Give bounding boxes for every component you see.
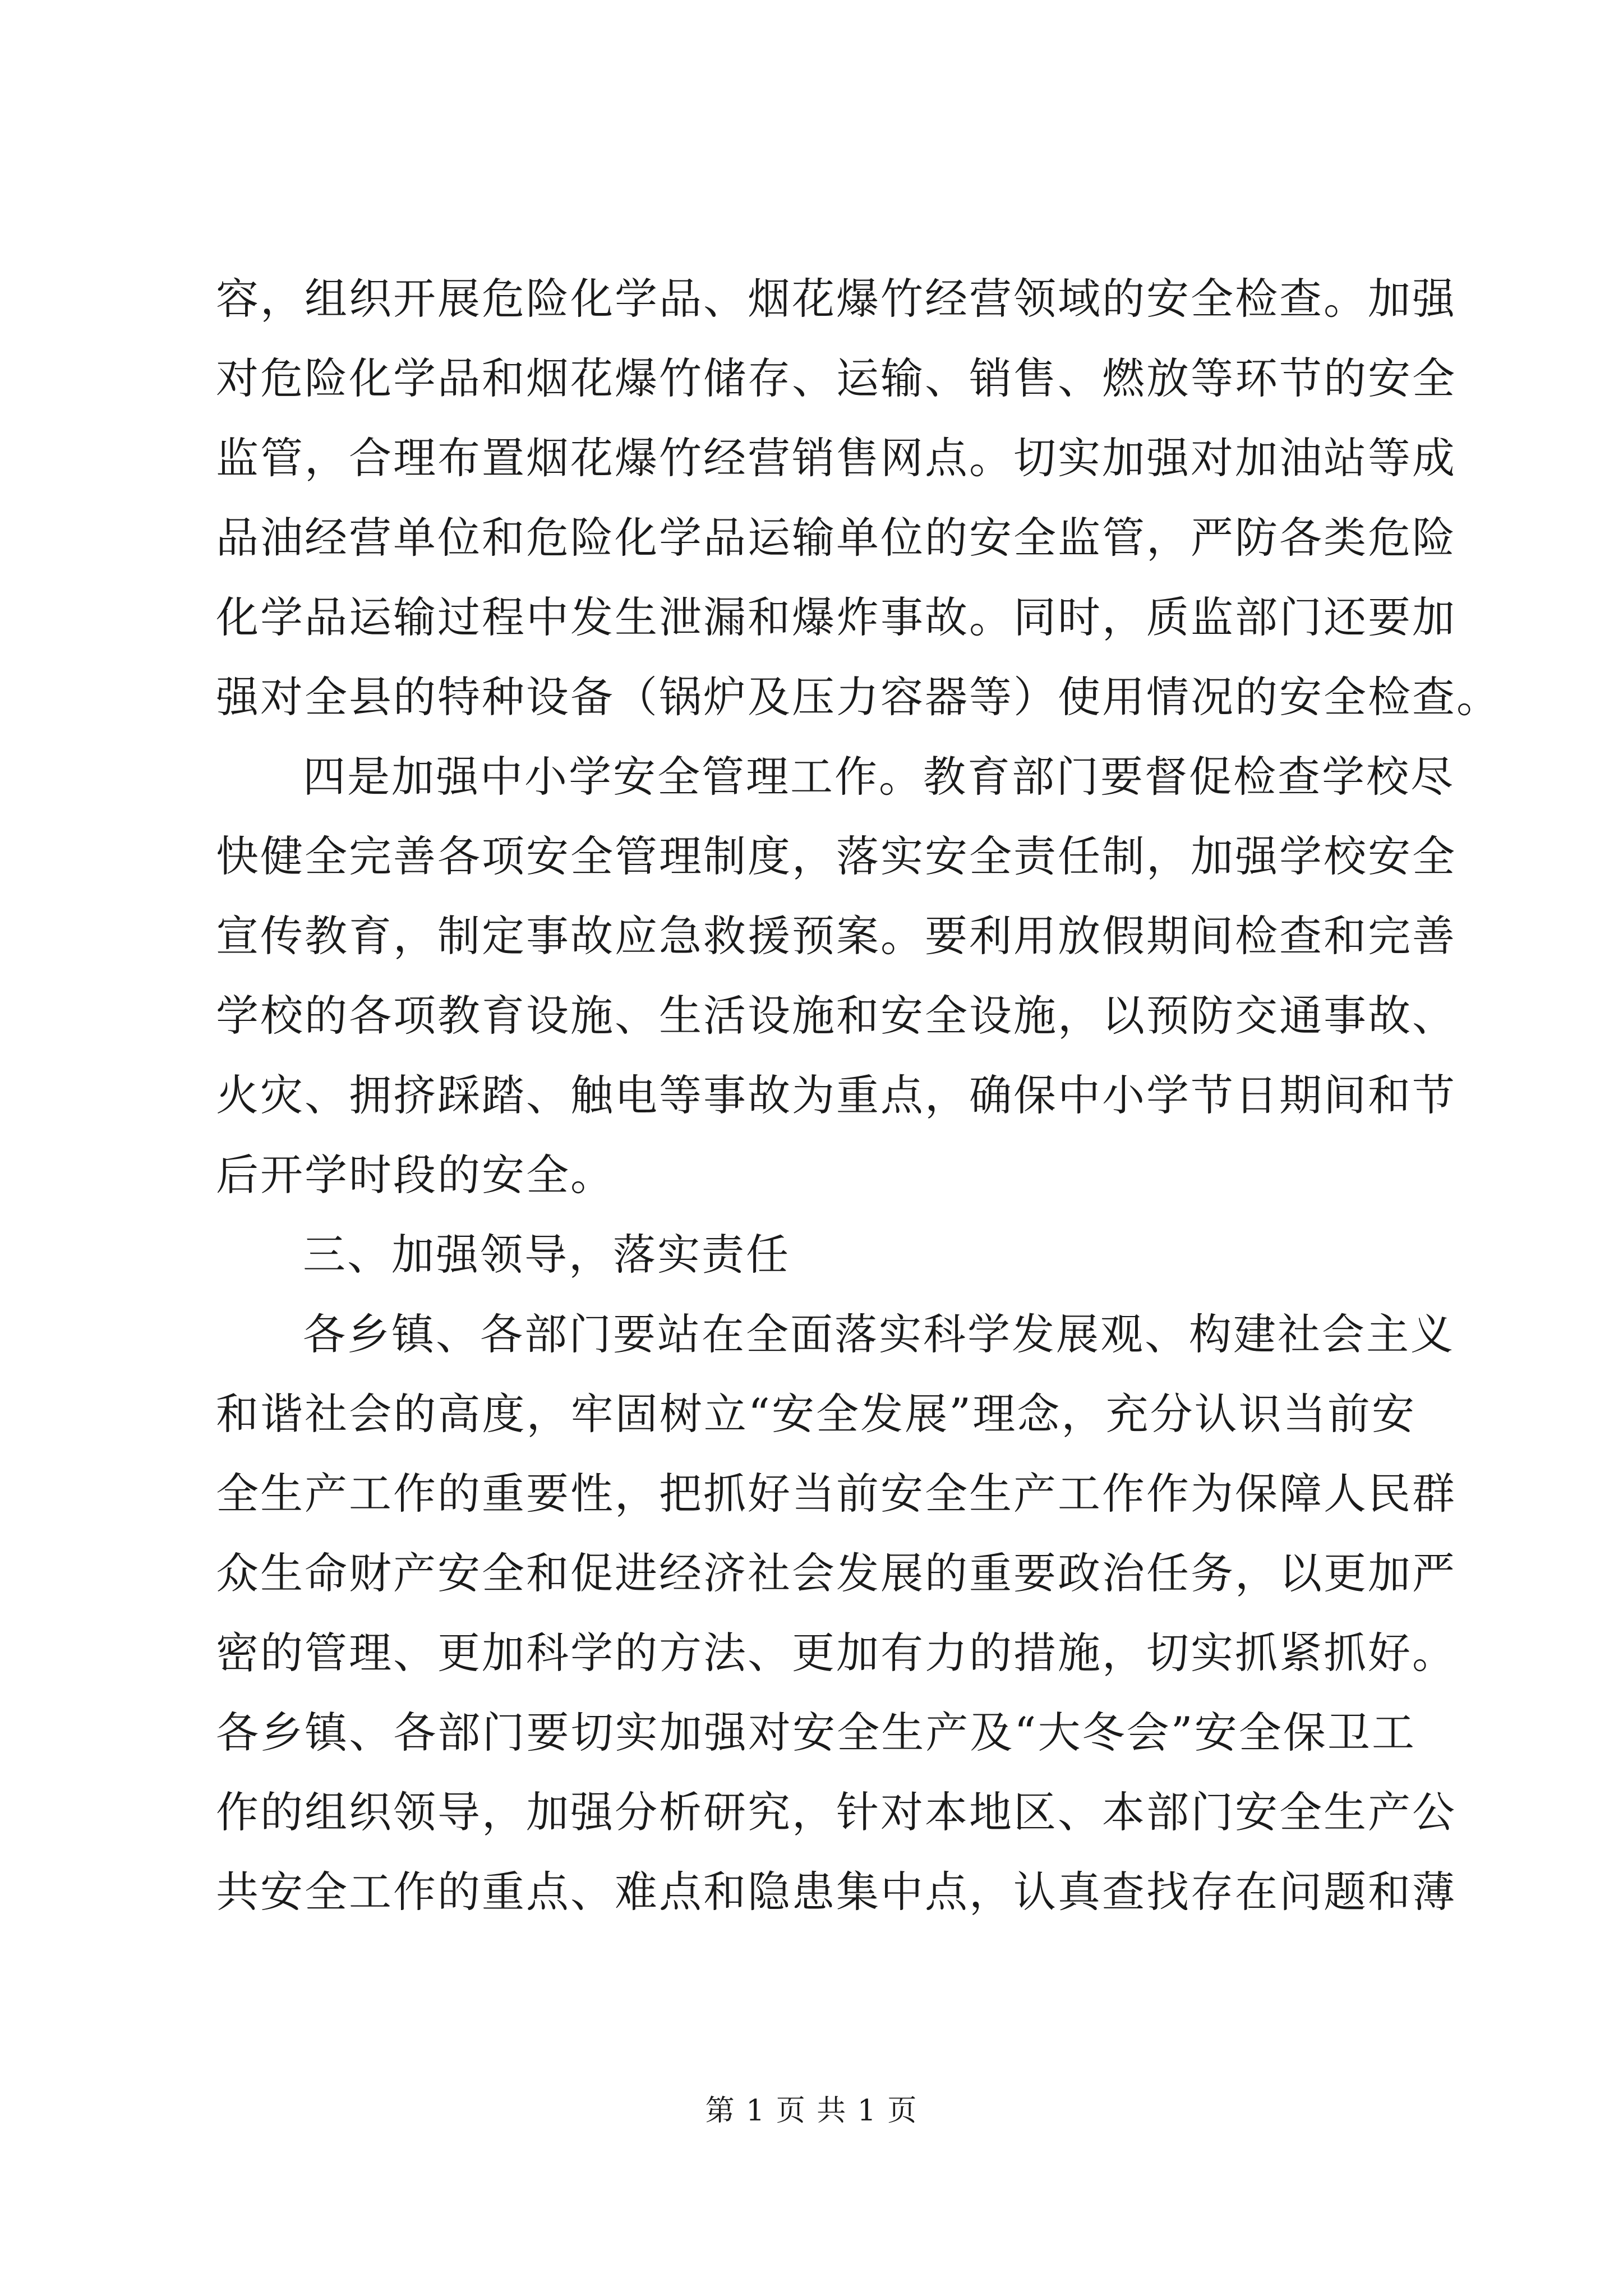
- section-heading: 三、加强领导，落实责任: [303, 1230, 790, 1280]
- text-line: 宣传教育，制定事故应急救援预案。要利用放假期间检查和完善: [216, 911, 1456, 961]
- text-line: 和谐社会的高度，牢固树立“安全发展”理念，充分认识当前安: [216, 1389, 1416, 1439]
- text-line: 全生产工作的重要性，把抓好当前安全生产工作作为保障人民群: [216, 1469, 1456, 1519]
- paragraph-first-line: 四是加强中小学安全管理工作。教育部门要督促检查学校尽: [303, 752, 1455, 802]
- page-footer: 第 1 页 共 1 页: [705, 2094, 918, 2128]
- text-line: 对危险化学品和烟花爆竹储存、运输、销售、燃放等环节的安全: [216, 353, 1456, 403]
- text-line: 火灾、拥挤踩踏、触电等事故为重点，确保中小学节日期间和节: [216, 1070, 1456, 1120]
- text-line: 品油经营单位和危险化学品运输单位的安全监管，严防各类危险: [216, 513, 1456, 563]
- text-line: 各乡镇、各部门要切实加强对安全生产及“大冬会”安全保卫工: [216, 1708, 1416, 1757]
- text-line: 作的组织领导，加强分析研究，针对本地区、本部门安全生产公: [216, 1787, 1456, 1837]
- text-line: 密的管理、更加科学的方法、更加有力的措施，切实抓紧抓好。: [216, 1628, 1456, 1678]
- paragraph-first-line: 各乡镇、各部门要站在全面落实科学发展观、构建社会主义: [303, 1309, 1455, 1359]
- text-line: 后开学时段的安全。: [216, 1150, 615, 1200]
- text-line: 监管，合理布置烟花爆竹经营销售网点。切实加强对加油站等成: [216, 433, 1456, 483]
- text-line: 容，组织开展危险化学品、烟花爆竹经营领域的安全检查。加强: [216, 274, 1456, 324]
- text-line: 快健全完善各项安全管理制度，落实安全责任制，加强学校安全: [216, 831, 1456, 881]
- text-line: 众生命财产安全和促进经济社会发展的重要政治任务，以更加严: [216, 1548, 1456, 1598]
- text-line: 强对全县的特种设备（锅炉及压力容器等）使用情况的安全检查。: [216, 672, 1501, 722]
- text-line: 化学品运输过程中发生泄漏和爆炸事故。同时，质监部门还要加: [216, 592, 1456, 642]
- text-line: 共安全工作的重点、难点和隐患集中点，认真查找存在问题和薄: [216, 1867, 1456, 1917]
- body-text: [216, 259, 1501, 1932]
- text-line: 学校的各项教育设施、生活设施和安全设施，以预防交通事故、: [216, 991, 1456, 1041]
